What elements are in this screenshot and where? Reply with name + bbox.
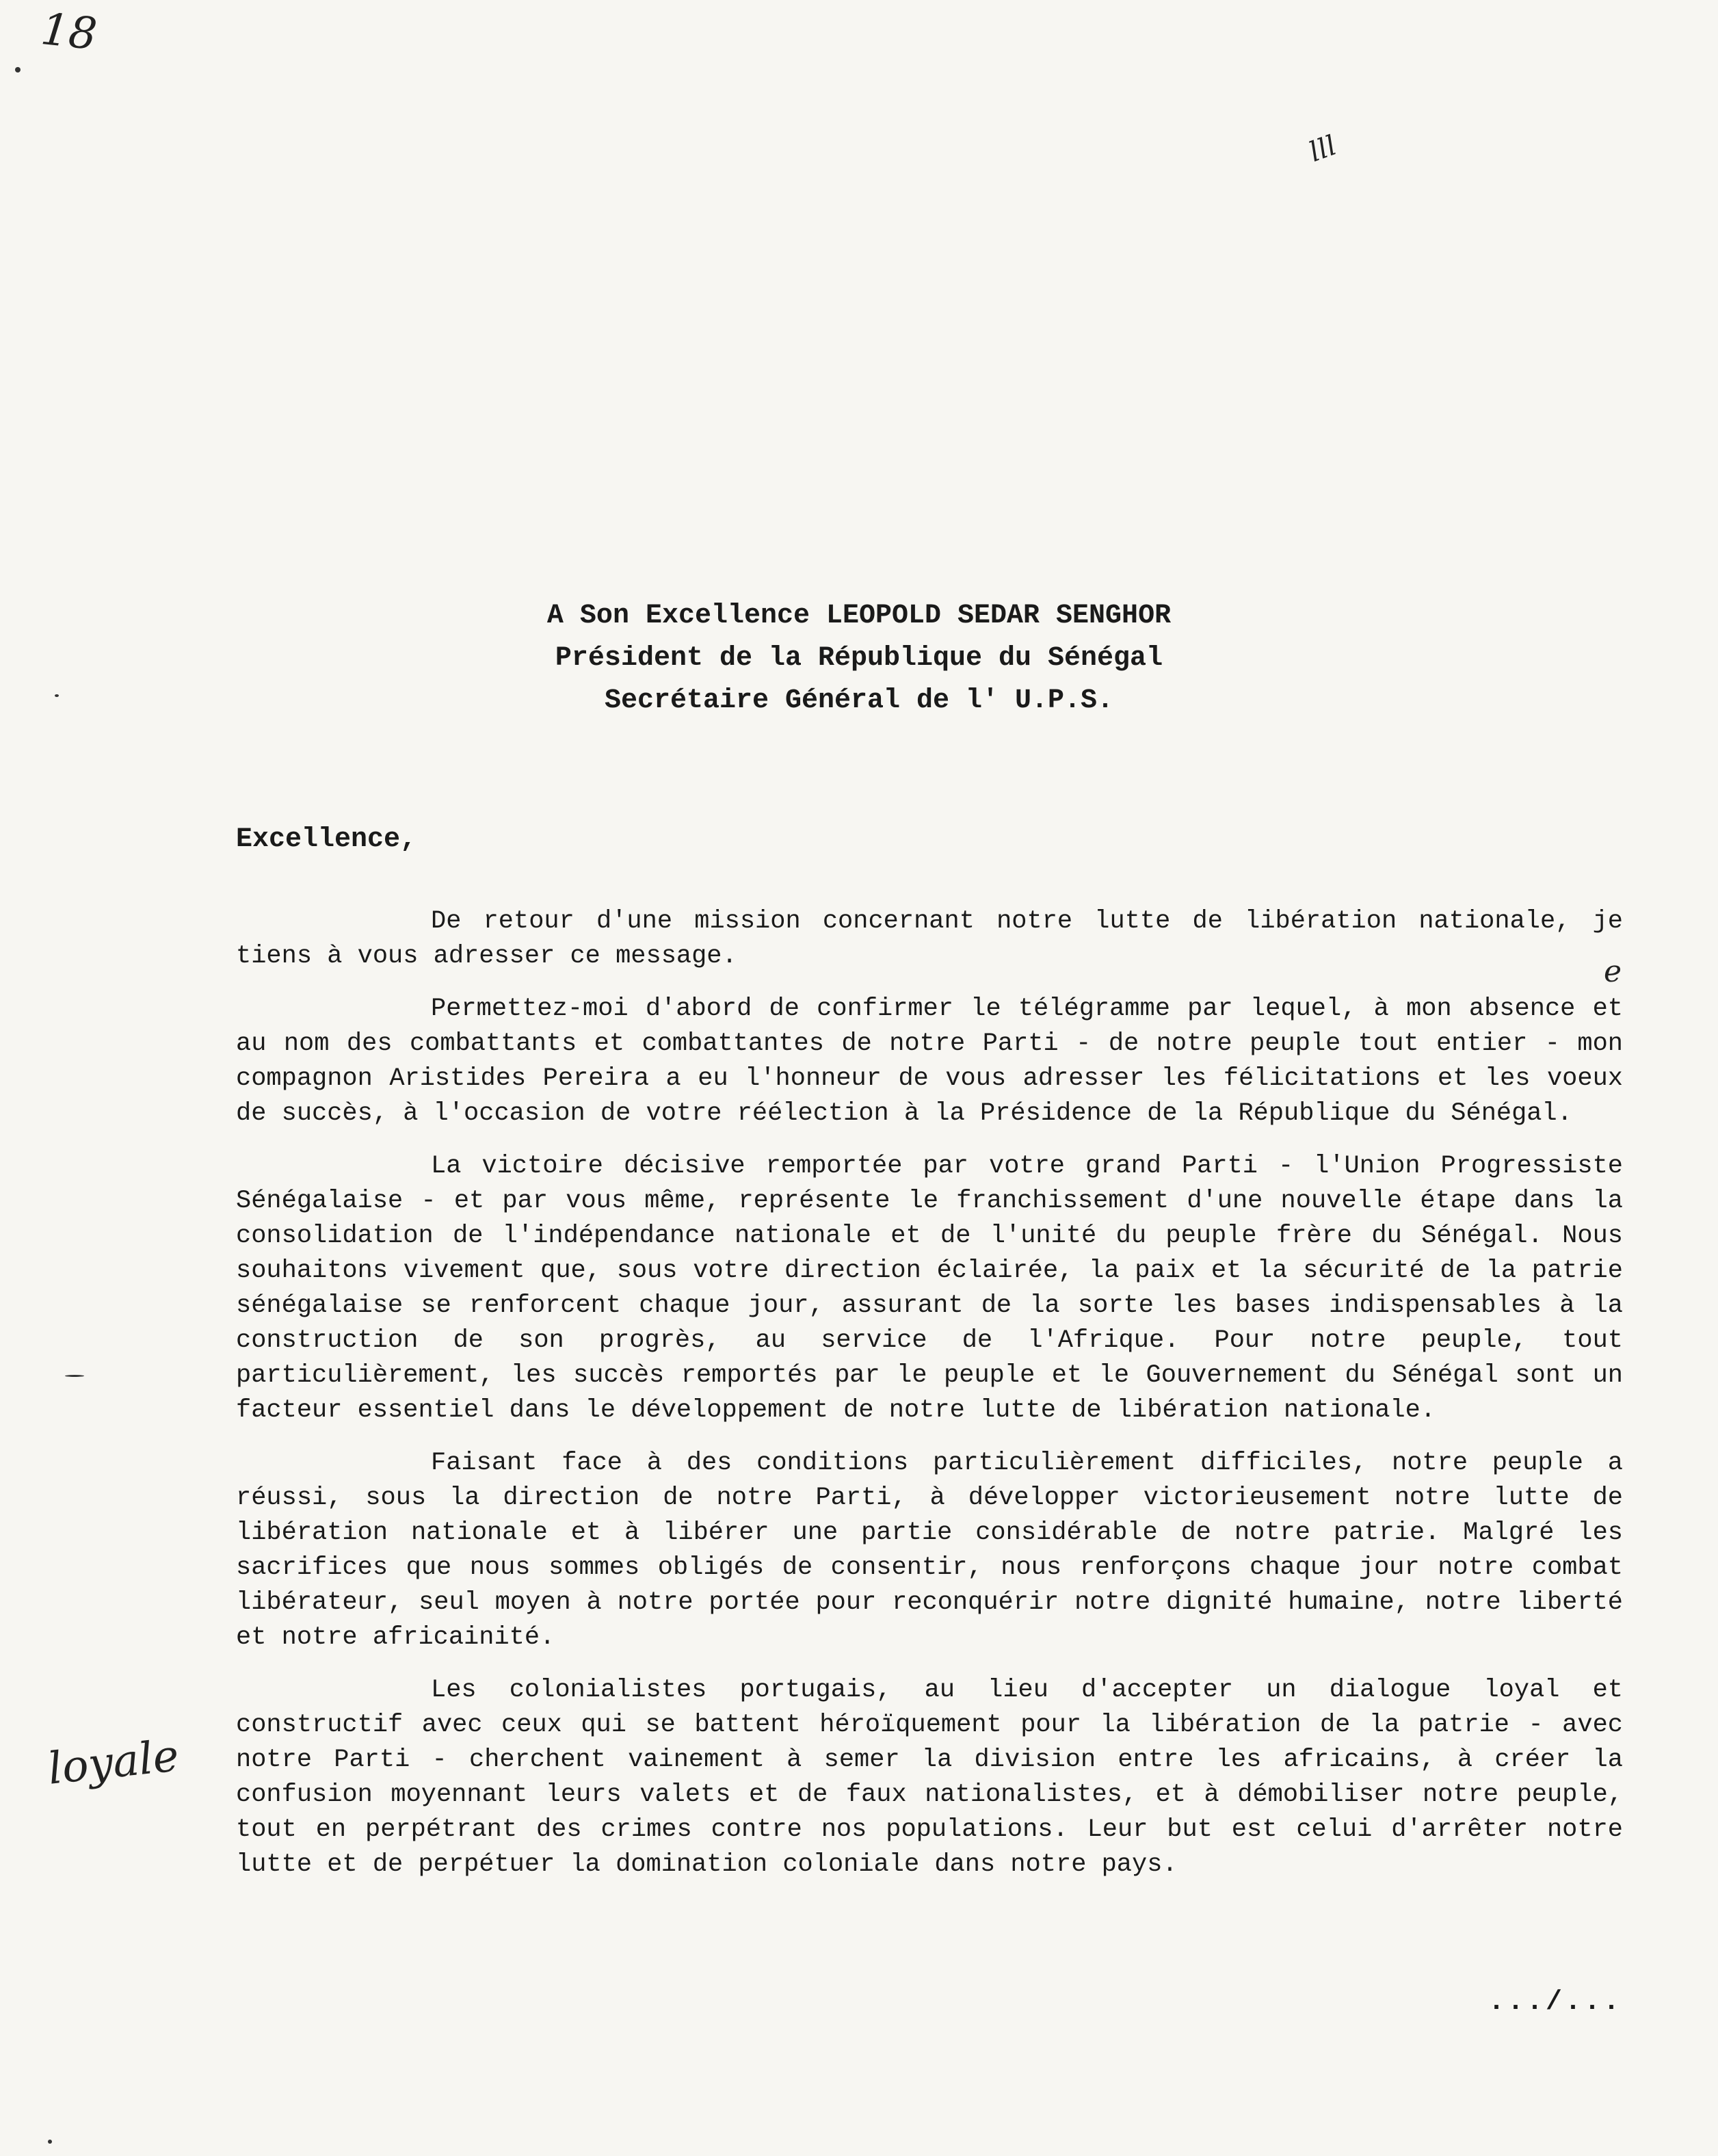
paragraph-4: Faisant face à des conditions particulièrement difficiles, notre peuple a réussi, sous la direction de notre Parti, à développer victorieusement notre lutte de libération nationale et à libérer une partie considérable de notre patrie. Malgré les sacrifices que nous sommes obligés de consentir, nous renforçons chaque jour notre combat libérateur, seul moyen à notre portée pour reconquérir notre dignité humaine, notre liberté et notre africainité. [236,1449,1623,1652]
scan-speck [65,1375,84,1377]
address-line-3: Secrétaire Général de l' U.P.S. [604,685,1114,716]
salutation: Excellence, [236,824,417,855]
recipient-address [0,595,1718,722]
paragraph-2: Permettez-moi d'abord de confirmer le télégramme par lequel, à mon absence et au nom des combattants et combattantes de notre Parti - de notre peuple tout entier - mon compagnon Aristides Pereira a eu l'honneur de vous adresser les félicitations et les voeux de succès, à l'occasion de votre réélection à la Présidence de la République du Sénégal. [236,995,1623,1128]
handwritten-margin-note-1: loyale [45,1731,181,1795]
address-line-1: A Son Excellence LEOPOLD SEDAR SENGHOR [546,601,1172,631]
handwritten-correction: e [1604,954,1622,989]
scan-speck [15,67,21,73]
handwritten-note-top-1: lll [1305,129,1341,169]
letter-body [236,904,1623,1900]
paragraph-3: La victoire décisive remportée par votre grand Parti - l'Union Progressiste Sénégalaise - et par vous même, représente le franchissement d'une nouvelle étape dans la consolidation de l'indépendance nationale et de l'unité du peuple frère du Sénégal. Nous souhaitons vivement que, sous votre direction éclairée, la paix et la sécurité de la patrie sénégalaise se renforcent chaque jour, assurant de la sorte les bases indispensables à la construction de son progrès, au service de l'Afrique. Pour notre peuple, tout particulièrement, les succès remportés par le peuple et le Gouvernement du Sénégal sont un facteur essentiel dans le développement de notre lutte de libération nationale. [236,1152,1623,1425]
paragraph-1: De retour d'une mission concernant notre lutte de libération nationale, je tiens à vous adresser ce message. [236,907,1623,971]
address-line-2: Président de la République du Sénégal [555,643,1163,674]
paragraph-5: Les colonialistes portugais, au lieu d'accepter un dialogue loyal et constructif avec ceux qui se battent héroïquement pour la libération de la patrie - avec notre Parti - cherchent vainement à semer la division entre les africains, à créer la confusion moyennant leurs valets et de faux nationalistes, et à démobiliser notre peuple, tout en perpétrant des crimes contre nos populations. Leur but est celui d'arrêter notre lutte et de perpétuer la domination coloniale dans notre pays. [236,1676,1623,1879]
scan-speck [48,2140,52,2144]
handwritten-reference-number: 18 [38,3,100,61]
continuation-mark: .../... [1488,1987,1622,2018]
